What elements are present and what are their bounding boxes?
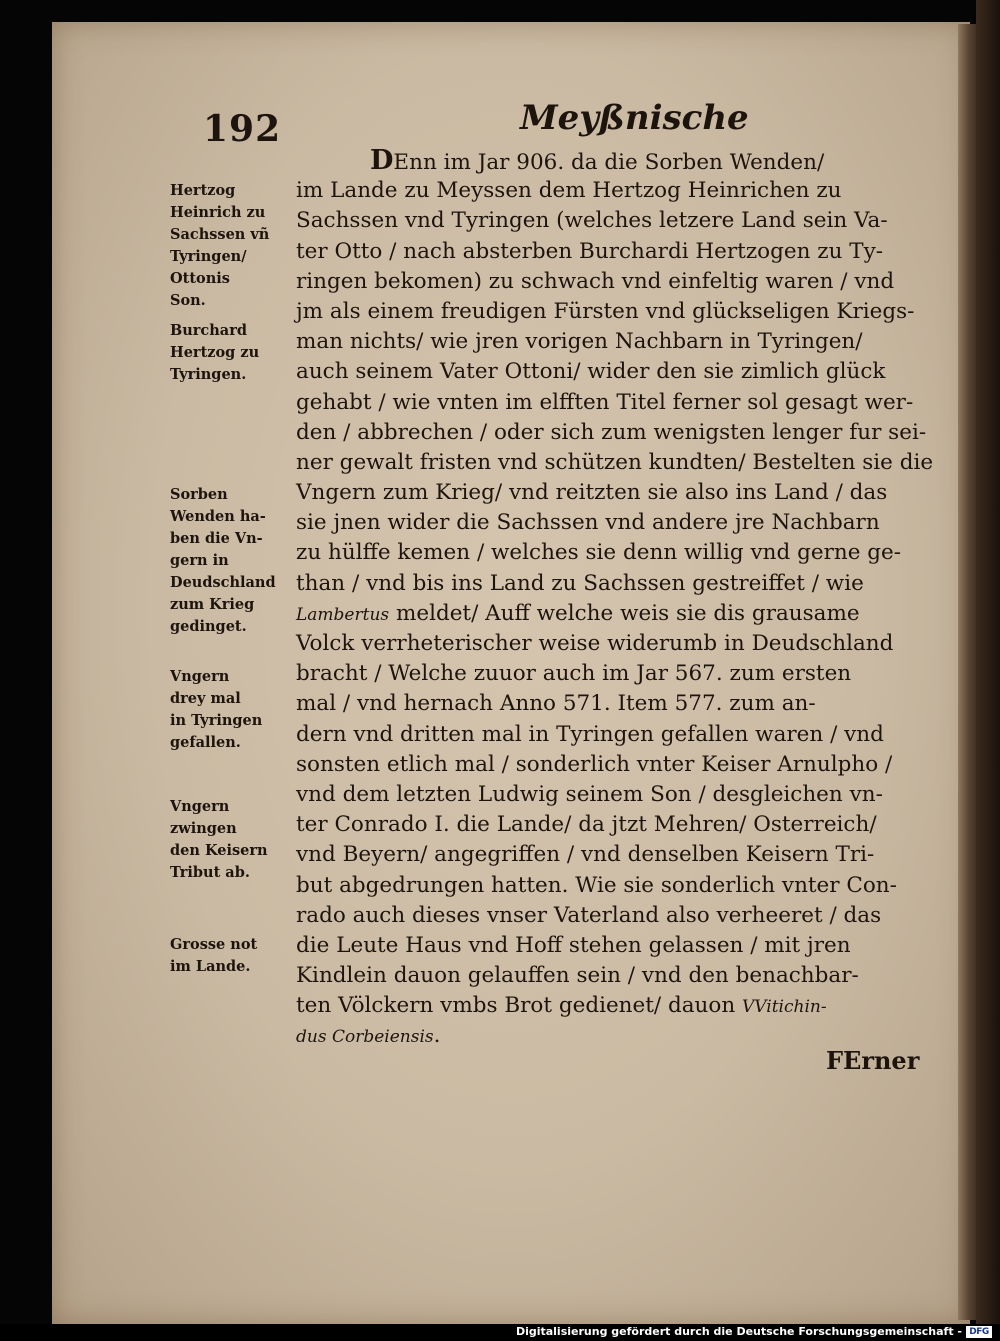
text-line: Vngern zum Krieg/ vnd reitzten sie also ins Land / das xyxy=(296,480,888,506)
funding-credit: Digitalisierung gefördert durch die Deutsche Forschungsgemeinschaft - xyxy=(515,1325,962,1338)
text-line: die Leute Haus vnd Hoff stehen gelassen / mit jren xyxy=(296,932,851,958)
body-text xyxy=(296,145,934,1052)
text-line: ner gewalt fristen vnd schützen kundten/ Bestelten sie die xyxy=(296,449,934,475)
marginal-note: Sorben Wenden ha- ben die Vn- gern in Deudschland zum Krieg gedinget. xyxy=(170,486,276,635)
cover-edge xyxy=(976,0,1000,1341)
text-line: but abgedrungen hatten. Wie sie sonderlich vnter Con- xyxy=(296,872,897,898)
marginal-note: Hertzog Heinrich zu Sachssen vñ Tyringen/ Ottonis Son. xyxy=(170,182,270,309)
marginal-note: Grosse not im Lande. xyxy=(170,936,258,975)
text-line: vnd dem letzten Ludwig seinem Son / desgleichen vn- xyxy=(296,781,883,807)
latin-name: Lambertus xyxy=(296,604,390,625)
marginal-note: Burchard Hertzog zu Tyringen. xyxy=(170,322,260,383)
text-line: gehabt / wie vnten im elfften Titel ferner sol gesagt wer- xyxy=(296,389,914,415)
text-line: bracht / Welche zuuor auch im Jar 567. zum ersten xyxy=(296,661,852,687)
text-line: im Lande zu Meyssen dem Hertzog Heinrichen zu xyxy=(296,178,842,204)
text-line: man nichts/ wie jren vorigen Nachbarn in Tyringen/ xyxy=(296,329,863,355)
text-line: rado auch dieses vnser Vaterland also verheeret / das xyxy=(296,902,882,928)
text-line: sonsten etlich mal / sonderlich vnter Keiser Arnulpho / xyxy=(296,751,893,777)
page-number: 192 xyxy=(203,108,282,150)
text-line: Volck verrheterischer weise widerumb in Deudschland xyxy=(296,631,894,656)
text-line: ter Conrado I. die Lande/ da jtzt Mehren/ Osterreich/ xyxy=(296,812,877,838)
dfg-logo: DFG xyxy=(966,1326,992,1338)
text-line: than / vnd bis ins Land zu Sachssen gestreiffet / wie xyxy=(296,570,864,596)
text-line: vnd Beyern/ angegriffen / vnd denselben Keisern Tri- xyxy=(296,842,875,868)
text-line: zu hülffe kemen / welches sie denn willig vnd gerne ge- xyxy=(296,540,902,566)
marginal-note: Vngern drey mal in Tyringen gefallen. xyxy=(170,668,263,751)
text-line: ten Völckern vmbs Brot gedienet/ dauon VVitichin- xyxy=(296,993,827,1019)
latin-name: VVitichin- xyxy=(742,997,827,1018)
text-line: DEnn im Jar 906. da die Sorben Wenden/ xyxy=(370,145,825,176)
text-line: Sachssen vnd Tyringen (welches letzere Land sein Va- xyxy=(296,208,888,234)
marginal-note: Vngern zwingen den Keisern Tribut ab. xyxy=(170,798,268,881)
text-line: dern vnd dritten mal in Tyringen gefallen waren / vnd xyxy=(296,721,884,747)
latin-name: dus Corbeiensis xyxy=(296,1027,434,1048)
text-line: jm als einem freudigen Fürsten vnd glückseligen Kriegs- xyxy=(296,298,915,324)
text-line: ter Otto / nach absterben Burchardi Hertzogen zu Ty- xyxy=(296,238,884,264)
running-head: Meyßnische xyxy=(520,98,749,138)
text-line: sie jnen wider die Sachssen vnd andere jre Nachbarn xyxy=(296,510,880,536)
catchword: FErner xyxy=(826,1046,920,1075)
text-line: ringen bekomen) zu schwach vnd einfeltig waren / vnd xyxy=(296,268,895,294)
text-line: auch seinem Vater Ottoni/ wider den sie zimlich glück xyxy=(296,359,886,385)
text-line: Lambertus meldet/ Auff welche weis sie dis grausame xyxy=(296,600,860,626)
text-line: den / abbrechen / oder sich zum wenigsten lenger fur sei- xyxy=(296,419,927,445)
initial-letter: D xyxy=(370,145,394,176)
text-line: mal / vnd hernach Anno 571. Item 577. zum an- xyxy=(296,691,816,717)
text-line: Kindlein dauon gelauffen sein / vnd den benachbar- xyxy=(296,963,859,989)
text-line: dus Corbeiensis. xyxy=(296,1023,441,1049)
